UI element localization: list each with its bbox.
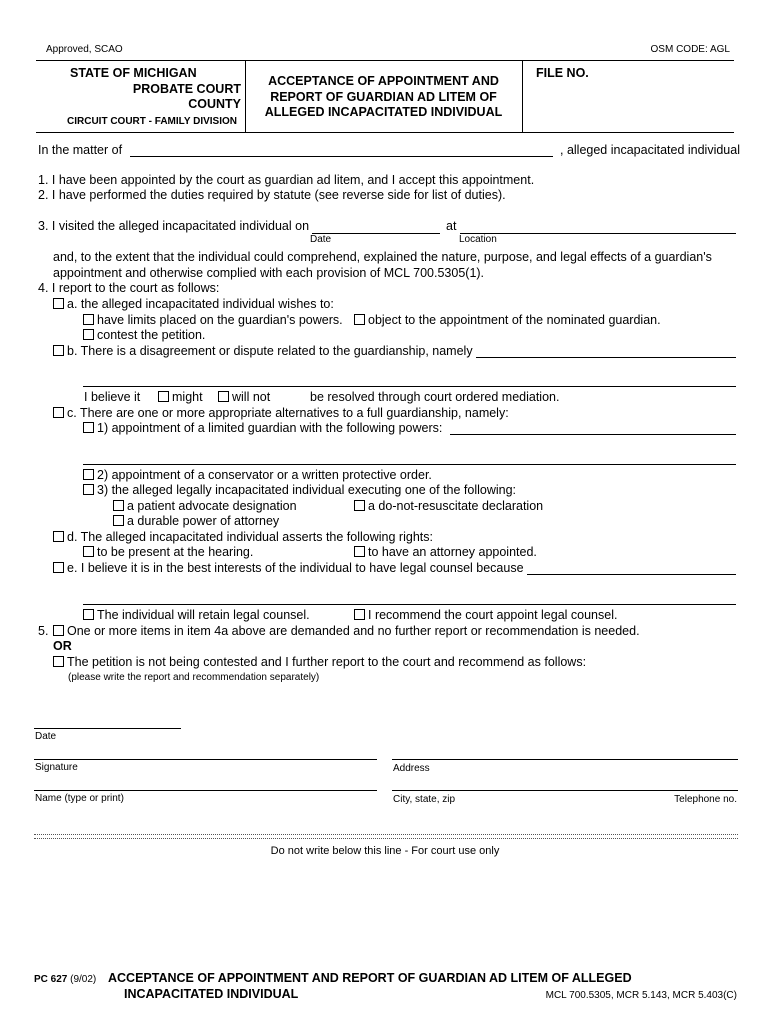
matter-prefix: In the matter of — [38, 143, 123, 157]
executing-checkbox[interactable] — [83, 484, 94, 495]
city-state-zip-label: City, state, zip — [393, 794, 456, 805]
recommend-option: I recommend the court appoint legal counsel. — [354, 608, 617, 622]
item-4: 4. I report to the court as follows: — [38, 281, 220, 295]
item-4c: c. There are one or more appropriate alternatives to a full guardianship, namely: — [53, 406, 509, 420]
item-1: 1. I have been appointed by the court as guardian ad litem, and I accept this appointment. — [38, 173, 535, 187]
limited-powers-field-1[interactable] — [450, 434, 736, 435]
date-label: Date — [35, 731, 57, 742]
footer-title-1: ACCEPTANCE OF APPOINTMENT AND REPORT OF GUARDIAN AD LITEM OF ALLEGED — [108, 971, 632, 985]
item-4b: b. There is a disagreement or dispute related to the guardianship, namely — [53, 344, 473, 358]
item-4c1: 1) appointment of a limited guardian with the following powers: — [83, 421, 442, 435]
item-4a-object: object to the appointment of the nominated guardian. — [354, 313, 661, 327]
retain-option: The individual will retain legal counsel. — [83, 608, 310, 622]
approved-text: Approved, SCAO — [46, 44, 123, 55]
item-4a-checkbox[interactable] — [53, 298, 64, 309]
object-checkbox[interactable] — [354, 314, 365, 325]
contest-checkbox[interactable] — [83, 329, 94, 340]
report-note: (please write the report and recommendation separately) — [68, 672, 320, 683]
limited-guardian-checkbox[interactable] — [83, 422, 94, 433]
item-5-number: 5. — [38, 624, 49, 638]
dnr-option: a do-not-resuscitate declaration — [354, 499, 543, 513]
patient-advocate-checkbox[interactable] — [113, 500, 124, 511]
name-label: Name (type or print) — [35, 793, 124, 804]
poa-option: a durable power of attorney — [113, 514, 279, 528]
present-option: to be present at the hearing. — [83, 545, 253, 559]
date-caption: Date — [310, 234, 332, 245]
address-label: Address — [393, 763, 430, 774]
item-4d: d. The alleged incapacitated individual asserts the following rights: — [53, 530, 433, 544]
limits-checkbox[interactable] — [83, 314, 94, 325]
counsel-reason-field-1[interactable] — [527, 574, 736, 575]
dispute-field-1[interactable] — [476, 357, 736, 358]
item-4c2: 2) appointment of a conservator or a written protective order. — [83, 468, 432, 482]
statute-refs: MCL 700.5305, MCR 5.143, MCR 5.403(C) — [545, 990, 737, 1001]
mediation-text: be resolved through court ordered mediation. — [310, 390, 560, 404]
item-3-text-1: and, to the extent that the individual could comprehend, explained the nature, purpose, and legal effects of a guardian's — [53, 250, 712, 264]
might-option: might — [158, 390, 203, 404]
city-state-zip-field[interactable] — [392, 790, 738, 791]
item-3-at: at — [446, 219, 457, 233]
retain-checkbox[interactable] — [83, 609, 94, 620]
will-not-option: will not — [218, 390, 270, 404]
matter-suffix: , alleged incapacitated individual — [560, 143, 740, 157]
item-2: 2. I have performed the duties required by statute (see reverse side for list of duties). — [38, 188, 506, 202]
item-4a: a. the alleged incapacitated individual wishes to: — [53, 297, 334, 311]
item-4c3: 3) the alleged legally incapacitated individual executing one of the following: — [83, 483, 516, 497]
item-4a-contest: contest the petition. — [83, 328, 205, 342]
patient-advocate-option: a patient advocate designation — [113, 499, 297, 513]
item-4d-checkbox[interactable] — [53, 531, 64, 542]
location-caption: Location — [459, 234, 497, 245]
file-no-label: FILE NO. — [536, 66, 589, 80]
petition-checkbox[interactable] — [53, 656, 64, 667]
item-4e-checkbox[interactable] — [53, 562, 64, 573]
poa-checkbox[interactable] — [113, 515, 124, 526]
court-use-note: Do not write below this line - For court use only — [270, 845, 500, 857]
item-4b-checkbox[interactable] — [53, 345, 64, 356]
might-checkbox[interactable] — [158, 391, 169, 402]
probate-court-label: PROBATE COURT — [132, 82, 241, 96]
conservator-checkbox[interactable] — [83, 469, 94, 480]
visit-location-field[interactable] — [460, 233, 736, 234]
attorney-checkbox[interactable] — [354, 546, 365, 557]
signature-field[interactable] — [34, 759, 377, 760]
item-4e: e. I believe it is in the best interests of the individual to have legal counsel because — [53, 561, 524, 575]
item-5: One or more items in item 4a above are demanded and no further report or recommendation is needed. — [53, 624, 640, 638]
telephone-label: Telephone no. — [674, 794, 737, 805]
item-4a-limits: have limits placed on the guardian's powers. — [83, 313, 343, 327]
item-5-checkbox[interactable] — [53, 625, 64, 636]
court-use-divider — [34, 834, 738, 835]
county-label: COUNTY — [188, 97, 241, 111]
address-field[interactable] — [392, 759, 738, 760]
circuit-court-label: CIRCUIT COURT - FAMILY DIVISION — [67, 116, 238, 127]
osm-code: OSM CODE: AGL — [650, 44, 730, 55]
attorney-option: to have an attorney appointed. — [354, 545, 537, 559]
or-label: OR — [53, 639, 72, 653]
recommend-checkbox[interactable] — [354, 609, 365, 620]
counsel-reason-field-2[interactable] — [83, 604, 736, 605]
visit-date-field[interactable] — [312, 233, 440, 234]
name-field[interactable] — [34, 790, 377, 791]
believe-label: I believe it — [84, 390, 141, 404]
state-label: STATE OF MICHIGAN — [70, 66, 197, 80]
form-title: ACCEPTANCE OF APPOINTMENT AND REPORT OF GUARDIAN AD LITEM OF ALLEGED INCAPACITATED INDIVIDUAL — [264, 74, 503, 119]
signature-label: Signature — [35, 762, 78, 773]
will-not-checkbox[interactable] — [218, 391, 229, 402]
item-3-text-2: appointment and otherwise complied with each provision of MCL 700.5305(1). — [53, 266, 485, 280]
matter-name-field[interactable] — [130, 156, 553, 157]
dnr-checkbox[interactable] — [354, 500, 365, 511]
petition-option: The petition is not being contested and I further report to the court and recommend as follows: — [53, 655, 586, 669]
form-number: PC 627 (9/02) — [34, 974, 97, 985]
limited-powers-field-2[interactable] — [83, 464, 736, 465]
dispute-field-2[interactable] — [83, 386, 736, 387]
date-field[interactable] — [34, 728, 181, 729]
present-checkbox[interactable] — [83, 546, 94, 557]
item-4c-checkbox[interactable] — [53, 407, 64, 418]
item-3: 3. I visited the alleged incapacitated individual on — [38, 219, 310, 233]
footer-title-2: INCAPACITATED INDIVIDUAL — [124, 987, 299, 1001]
